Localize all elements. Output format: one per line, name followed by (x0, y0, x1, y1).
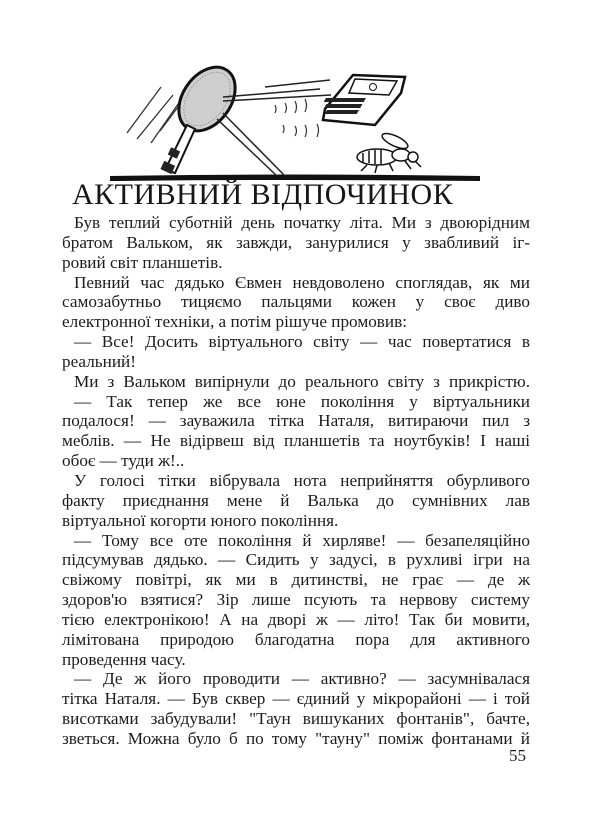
text-line: самозабутньо тицяємо пальцями кожен у своє диво (62, 292, 530, 312)
text-line: віртуальної когорти юного покоління. (62, 510, 339, 530)
text-line: Певний час дядько Євмен невдоволено споглядав, як ми (74, 272, 530, 292)
text-line: подалося! — зауважила тітка Наталя, витираючи пил з (62, 411, 530, 431)
text-line: ровий світ планшетів. (62, 252, 223, 272)
text-line: підсумував дядько. — Сидить у задусі, в рухливі ігри на (62, 550, 530, 570)
text-line: братом Вальком, як завжди, занурилися у звабливий іг- (62, 232, 530, 252)
text-line: Був теплий суботній день початку літа. Ми з двоюрідним (74, 213, 530, 232)
text-line: здоров'ю взятися? Зір лише псують та нервову систему (62, 590, 530, 610)
text-line: свіжому повітрі, як ми в дитинстві, не грає — де ж (62, 570, 530, 590)
text-line: тітка Наталя. — Був сквер — єдиний у мікрорайоні — і той (62, 689, 530, 709)
text-line: — Все! Досить віртуального світу — час повертатися в (74, 332, 530, 352)
text-line: У голосі тітки вібрувала нота неприйняття обурливого (74, 470, 530, 490)
page-number: 55 (509, 746, 526, 765)
text-line: меблів. — Не відірвеш від планшетів та ноутбуків! І наші (62, 431, 530, 451)
text-line: — Де ж його проводити — активно? — засумнівалася (74, 669, 530, 689)
chapter-illustration (105, 65, 485, 185)
text-line: обоє — туди ж!.. (62, 451, 185, 471)
text-line: Ми з Вальком випірнули до реального світу з прикрістю. (74, 371, 530, 391)
text-line: зветься. Можна було б по тому "тауну" поміж фонтанами й (62, 728, 530, 748)
text-line: лімітована природою благодатна пора для активного (62, 629, 530, 649)
text-line: — Тому все оте покоління й хирляве! — безапеляційно (74, 530, 530, 550)
text-line: факту приєднання мене й Валька до сумнівних лав (62, 490, 530, 510)
chapter-body (62, 213, 530, 749)
text-line: висотками забудували! "Таун вишуканих фонтанів", бачте, (62, 709, 530, 729)
mobile-phone-icon (323, 75, 405, 125)
tennis-racket-icon (160, 65, 246, 174)
text-line: реальний! (62, 351, 136, 371)
text-line: тією електронікою! А на дворі ж — літо! Так би мовити, (62, 609, 530, 629)
chapter-title: АКТИВНИЙ ВІДПОЧИНОК (72, 178, 454, 211)
text-line: — Так тепер же все юне покоління у віртуальники (74, 391, 530, 411)
text-line: проведення часу. (62, 649, 186, 669)
text-line: електронної техніки, а потім рішуче промовив: (62, 312, 407, 332)
fly-icon (357, 131, 421, 173)
